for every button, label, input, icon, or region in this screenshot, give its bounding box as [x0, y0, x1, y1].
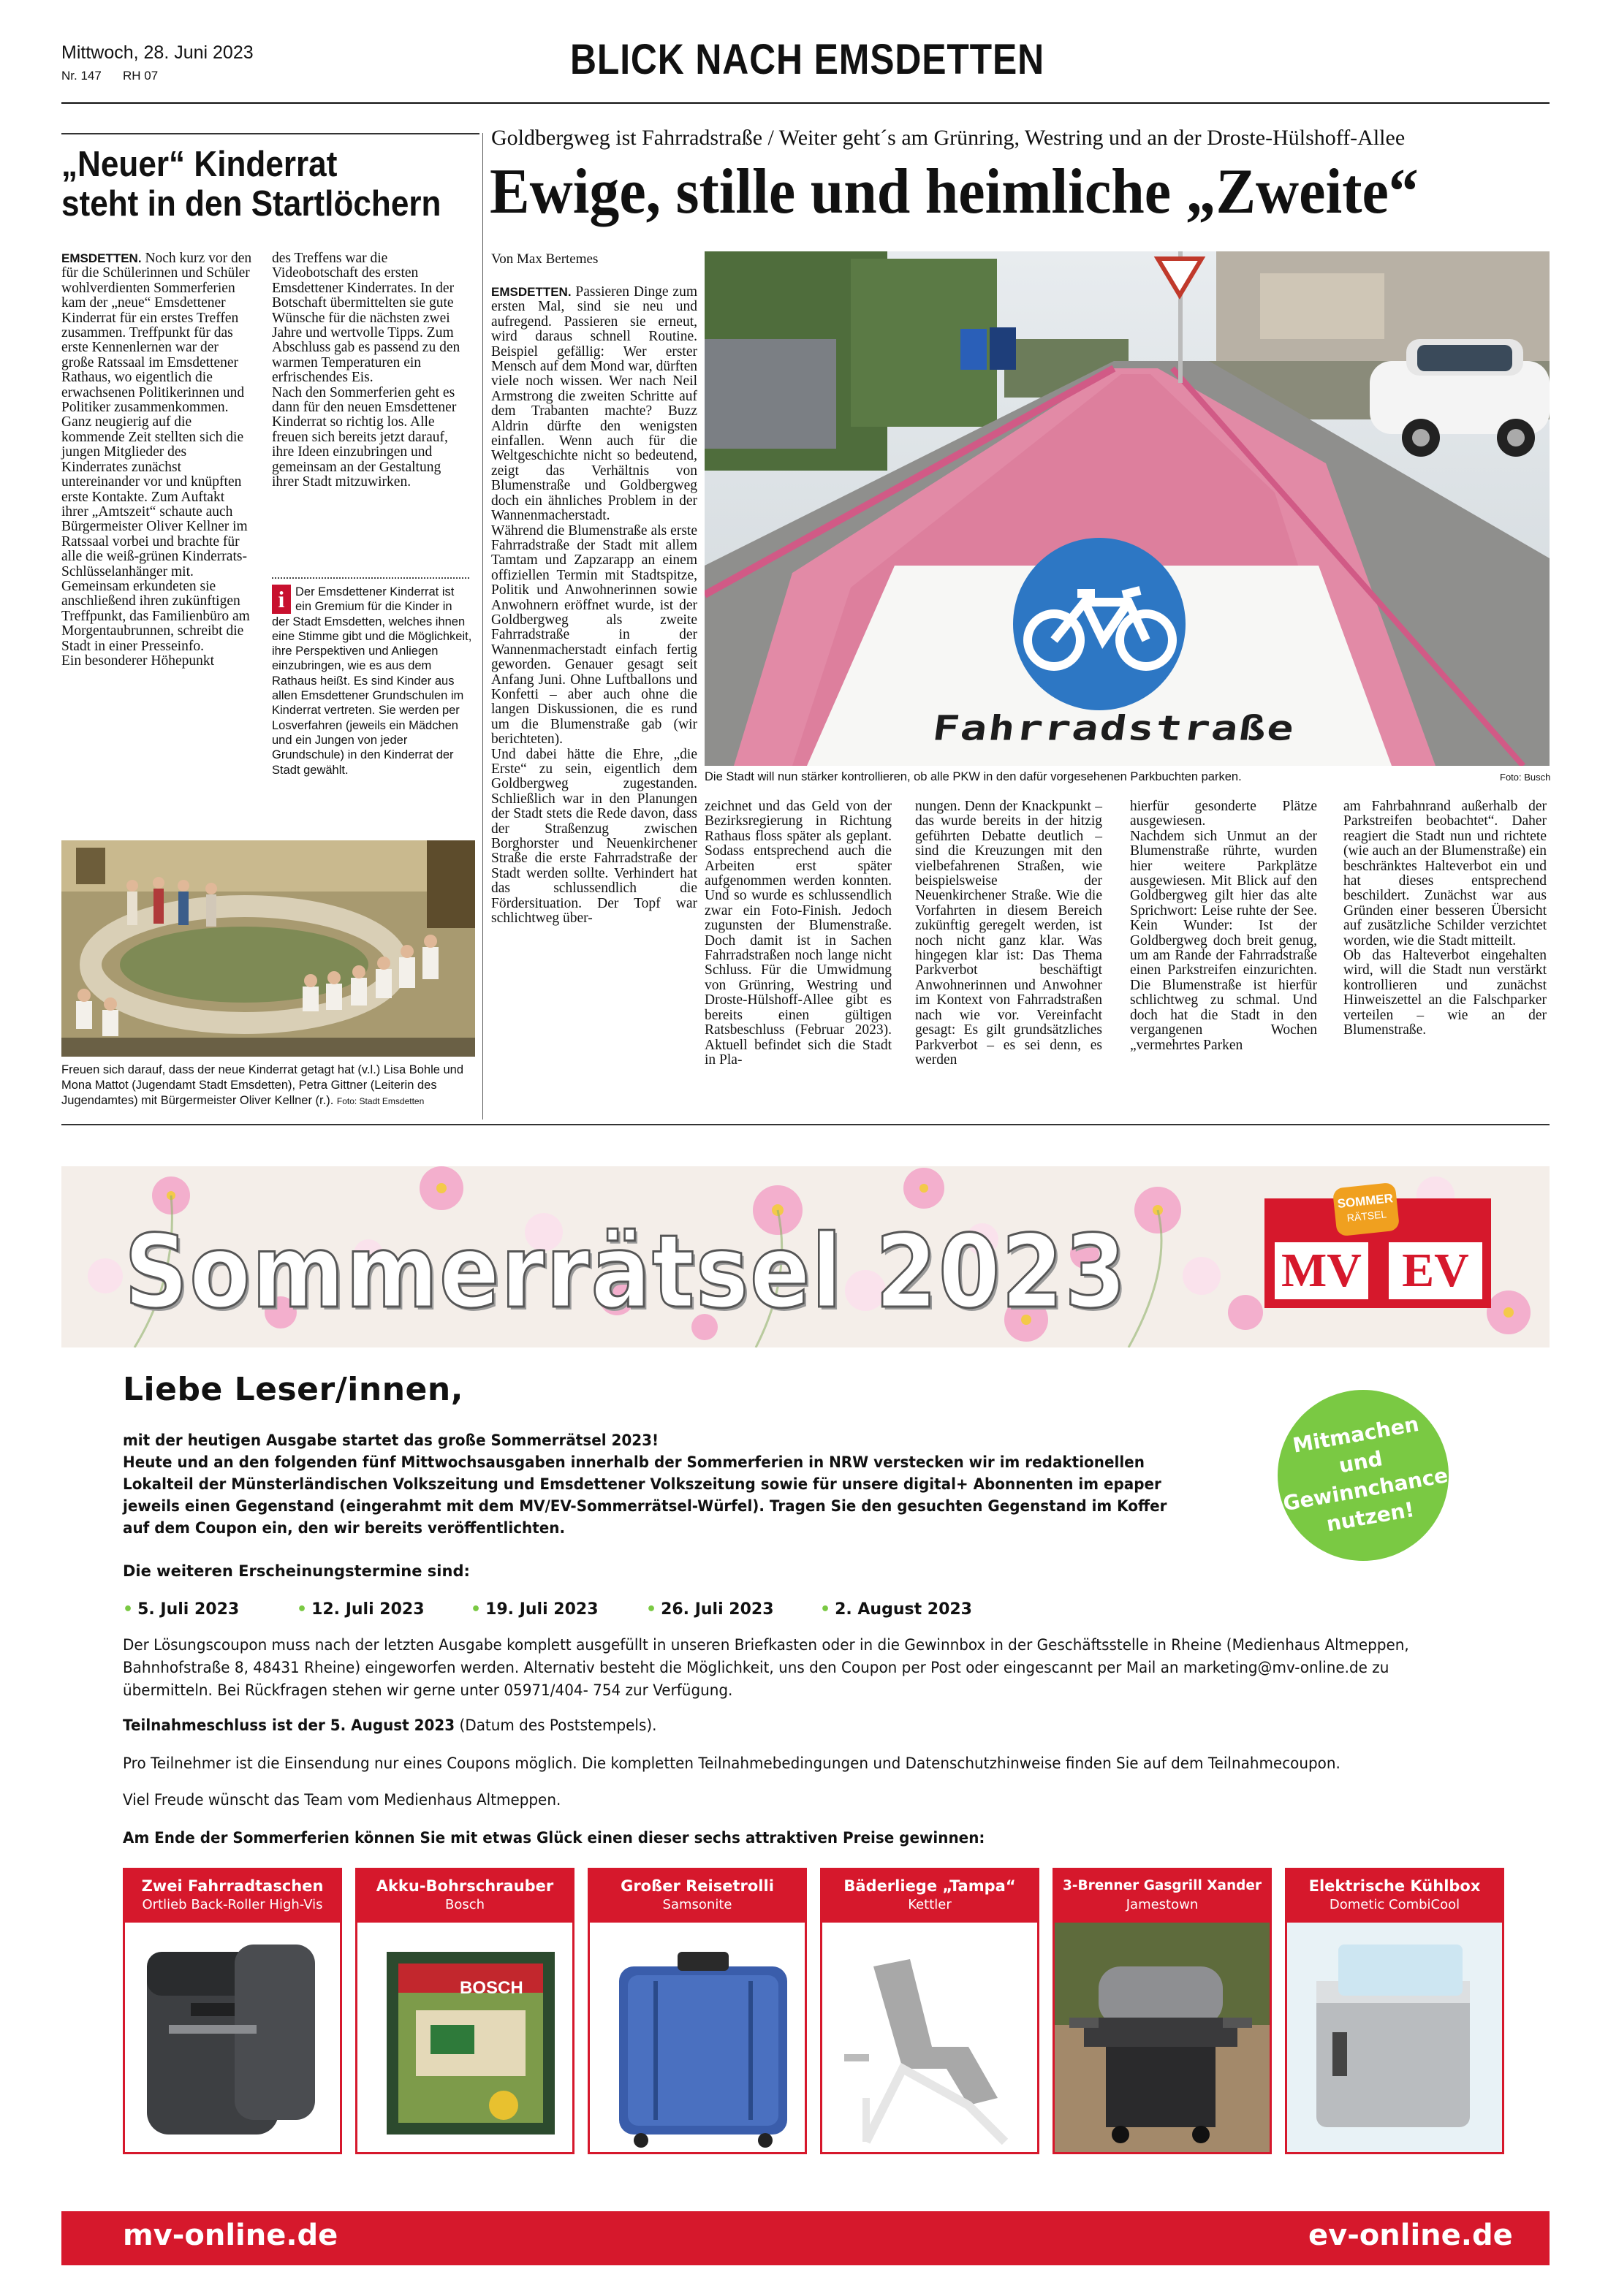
left-article-rule [61, 133, 479, 134]
prize-header [590, 1870, 805, 1923]
fahrrad-dateline: EMSDETTEN. [491, 285, 572, 299]
fahrrad-photo-caption: Die Stadt will nun stärker kontrollieren, ob alle PKW in den dafür vorgesehenen Parkbuchten parken. [705, 770, 1242, 783]
article-bottom-rule [61, 1124, 1550, 1125]
logo-mv: MV [1275, 1242, 1368, 1299]
suitcase-icon [590, 1923, 805, 2152]
prize-header [357, 1870, 572, 1923]
edition-code: RH 07 [123, 69, 159, 83]
cta-text: Mitmachen und Gewinnchance nutzen! [1281, 1411, 1450, 1537]
fahrrad-kicker: Goldbergweg ist Fahrradstraße / Weiter geht´s am Grünring, Westring und an der Droste-Hülshoff-Allee [491, 126, 1406, 150]
prize-brand: Jamestown [1126, 1897, 1199, 1912]
prizes-heading: Am Ende der Sommerferien können Sie mit etwas Glück einen dieser sechs attraktiven Preise gewinnen: [123, 1829, 985, 1847]
section-title: BLICK NACH EMSDETTEN [570, 36, 1045, 83]
bosch-logo-text: BOSCH [460, 1978, 523, 1998]
cooler-icon [1287, 1923, 1502, 2152]
kinderrat-info-text: Der Emsdettener Kinderrat ist ein Gremium für die Kinder in der Stadt Emsdetten, welches ihnen eine Stimme gibt und die Möglichkeit, ihre Perspektiven und Anliegen einzubringen, wie es aus dem Rathaus heißt. Es sind Kinder aus allen Emsdettener Grundschulen im Kinderrat vertreten. Sie werden per Losverfahren (jeweils ein Mädchen und ein Jungen von jeder Grundschule) in den Kinderrat der Stadt gewählt. [272, 585, 472, 777]
kinderrat-headline-line1: „Neuer“ Kinderrat [61, 145, 338, 184]
raetsel-greeting: Liebe Leser/innen, [123, 1371, 463, 1408]
prize-header [1287, 1870, 1502, 1923]
prize-name: Großer Reisetrolli [621, 1877, 774, 1895]
drill-case-icon [357, 1923, 572, 2152]
fahrrad-headline: Ewige, stille und heimliche „Zweite“ [490, 156, 1419, 227]
kinderrat-column-1 [61, 251, 253, 669]
logo-ev: EV [1389, 1242, 1482, 1299]
sommer-raetsel-badge [1332, 1182, 1400, 1237]
fahrrad-author: Von Max Bertemes [491, 251, 599, 267]
dates-heading: Die weiteren Erscheinungstermine sind: [123, 1562, 470, 1580]
prize-brand: Dometic CombiCool [1329, 1897, 1460, 1912]
deadline [123, 1714, 1442, 1737]
prize-header [1055, 1870, 1270, 1923]
coupon-instructions: Der Lösungscoupon muss nach der letzten Ausgabe komplett ausgefüllt in unseren Briefkasten oder in die Gewinnbox in der Geschäftsstelle in Rheine (Medienhaus Altmeppen, Bahnhofstraße 8, 48431 Rheine) eingeworfen werden. Alternativ besteht die Möglichkeit, uns den Coupon per Post oder eingescannt per Mail an marketing@mv-online.de zu übermitteln. Bei Rückfragen stehen wir gerne unter 05971/404- 754 zur Verfügung. [123, 1636, 1409, 1699]
date-item: • 19. Juli 2023 [471, 1600, 599, 1619]
prize-card [588, 1868, 807, 2154]
kinderrat-headline-line2: steht in den Startlöchern [61, 184, 441, 224]
kinderrat-photo-credit: Foto: Stadt Emsdetten [336, 1096, 425, 1106]
info-divider [272, 577, 469, 579]
prize-card [1285, 1868, 1504, 2154]
fahrradstrasse-photo [705, 251, 1550, 766]
prize-brand: Samsonite [662, 1897, 732, 1912]
deadline-bold: Teilnahmeschluss ist der 5. August 2023 [123, 1717, 455, 1734]
participation-rules: Pro Teilnehmer ist die Einsendung nur eines Coupons möglich. Die kompletten Teilnahmebedingungen und Datenschutzhinweise finden Sie auf dem Teilnahmecoupon. [123, 1755, 1340, 1772]
prize-brand: Ortlieb Back-Roller High-Vis [142, 1897, 323, 1912]
kinderrat-caption [61, 1063, 475, 1109]
footer-link-mv[interactable]: mv-online.de [123, 2219, 338, 2252]
grill-icon [1055, 1923, 1270, 2152]
fahrrad-photo-credit: Foto: Busch [1500, 772, 1551, 783]
sommerraetsel-title: Sommerrätsel 2023 [124, 1213, 1128, 1331]
prize-header [125, 1870, 340, 1923]
bullet-icon: • [297, 1600, 308, 1619]
kinderrat-info-box [272, 585, 472, 778]
kinderrat-headline [61, 145, 443, 224]
bullet-icon: • [471, 1600, 482, 1619]
road-marking-text: Fahrradstraße [930, 708, 1298, 749]
column-divider [482, 133, 483, 1120]
prize-card [820, 1868, 1039, 2154]
issue-date: Mittwoch, 28. Juni 2023 [61, 42, 254, 63]
kinderrat-caption-text: Freuen sich darauf, dass der neue Kinderrat getagt hat (v.l.) Lisa Bohle und Mona Mattot (Jugendamt Stadt Emsdetten), Petra Gittner (Leiterin des Jugendamtes) mit Bürgermeister Oliver Kellner (r.). [61, 1063, 464, 1107]
prize-card [355, 1868, 574, 2154]
prize-card [1053, 1868, 1272, 2154]
prize-name: 3-Brenner Gasgrill Xander [1062, 1878, 1262, 1893]
prize-name: Zwei Fahrradtaschen [141, 1877, 324, 1895]
date-item: • 12. Juli 2023 [297, 1600, 425, 1619]
bike-bag-icon [125, 1923, 340, 2152]
date-item: • 26. Juli 2023 [646, 1600, 774, 1619]
info-icon: i [272, 585, 291, 614]
header-divider [61, 102, 1550, 104]
badge-line2: RÄTSEL [1346, 1208, 1387, 1224]
bullet-icon: • [123, 1600, 134, 1619]
fahrrad-column-1 [491, 285, 697, 926]
prize-brand: Kettler [908, 1897, 952, 1912]
kinderrat-dateline: EMSDETTEN. [61, 251, 142, 265]
council-chamber-illustration [61, 840, 475, 1057]
date-item: • 5. Juli 2023 [123, 1600, 240, 1619]
kinderrat-column-2: des Treffens war die Videobotschaft des ersten Emsdettener Kinderrates. In der Botschaft übermittelten sie gute Wünsche für die nächsten zwei Jahre und wertvolle Tipps. Zum Abschluss gab es passend zu den warmen Temperaturen ein erfrischendes Eis. Nach den Sommerferien geht es dann für den neuen Emsdettener Kinderrat so richtig los. Alle freuen sich bereits jetzt darauf, ihre Ideen einzubringen und gemeinsam an der Gestaltung ihrer Stadt mitzuwirken. [272, 251, 460, 490]
prize-brand: Bosch [444, 1897, 485, 1912]
fahrrad-col1-text: Passieren Dinge zum ersten Mal, sind sie neu und aufregend. Passieren sie erneut, wird daraus schnell Routine. Beispiel gefällig: Wer erster Mensch auf dem Mond war, dürften viele noch wissen. Wer nach Neil Armstrong die zweiten Schritte auf dem Trabanten machte? Buzz Aldrin dürfte den wenigsten einfallen. Wenn auch für die Weltgeschichte nicht so bedeutend, zeigt das Verhältnis von Blumenstraße und Goldbergweg doch ein ähnliches Problem in der Wannenmacherstadt. Während die Blumenstraße als erste Fahrradstraße der Stadt mit allem Tamtam und Zapzarapp an einem offiziellen Termin mit Stadtspitze, Politik und Anwohnerinnen sowie Anwohnern eröffnet wurde, ist der Goldbergweg als zweite Fahrradstraße in der Wannenmacherstadt einfach fertig geworden. Genauer gesagt seit Anfang Juni. Ohne Luftballons und Konfetti – aber auch ohne die langen Diskussionen, die es rund um die Blumenstraße gab (wir berichteten). Und dabei hätte die Ehre, „die Erste“ zu sein, eigentlich dem Goldbergweg zugestanden. Schließlich war in den Planungen der Stadt stets die Rede davon, dass der Straßenzug zwischen Borghorster und Neuenkirchener Straße die erste Fahrradstraße der Stadt werden sollte. Verhindert hat das schlussendlich die Fördersituation. Der Topf war schlichtweg über- [491, 284, 697, 927]
fahrrad-column-5: am Fahrbahnrand außerhalb der Parkstreifen beobachtet“. Daher reagiert die Stadt nun und richtete (wie auch an der Blumenstraße) ein beschränktes Halteverbot ein und hat dieses entsprechend beschildert. Zunächst war aus Gründen einer besseren Übersicht auf zusätzliche Schilder verzichtet worden, wie die Stadt mitteilt. Ob das Halteverbot eingehalten wird, will die Stadt nun verstärkt kontrollieren und zunächst Hinweiszettel an die Falschparker verteilen – wie an der Blumenstraße. [1343, 799, 1547, 1038]
prize-card [123, 1868, 342, 2154]
footer-link-ev[interactable]: ev-online.de [1308, 2219, 1513, 2252]
bullet-icon: • [646, 1600, 657, 1619]
lounger-icon [822, 1923, 1037, 2152]
prize-header [822, 1870, 1037, 1923]
date-item: • 2. August 2023 [820, 1600, 972, 1619]
raetsel-intro: mit der heutigen Ausgabe startet das große Sommerrätsel 2023! Heute und an den folgenden fünf Mittwochsausgaben innerhalb der Sommerferien in NRW verstecken wir im redaktionellen Lokalteil der Münsterländischen Volkszeitung und Emsdettener Volkszeitung sowie für unsere digital+ Abonnenten im epaper jeweils einen Gegenstand (eingerahmt mit dem MV/EV-Sommerrätsel-Würfel). Tragen Sie den gesuchten Gegenstand im Koffer auf dem Coupon ein, den wir bereits veröffentlichten. [123, 1432, 1167, 1537]
issue-number: Nr. 147 [61, 69, 102, 83]
deadline-rest: (Datum des Poststempels). [455, 1717, 657, 1734]
fahrrad-column-3: nungen. Denn der Knackpunkt – das wurde bereits in der hitzig geführten Debatte deutlich – sind die Kreuzungen mit den vielbefahrenen Straßen, wie beispielsweise der Neuenkirchener Straße. Wie die Vorfahrten in diesem Bereich zukünftig geregelt werden, ist noch nicht ganz klar. Was hingegen klar ist: Das Thema Parkverbot beschäftigt Anwohnerinnen und Anwohner im Kontext von Fahrradstraßen nach wie vor. Vereinfacht gesagt: Es gilt grundsätzliches Parkverbot – es sei denn, es werden [915, 799, 1102, 1068]
prize-name: Elektrische Kühlbox [1308, 1877, 1481, 1895]
team-signoff: Viel Freude wünscht das Team vom Medienhaus Altmeppen. [123, 1791, 561, 1809]
prize-name: Akku-Bohrschrauber [376, 1877, 554, 1895]
bullet-icon: • [820, 1600, 831, 1619]
fahrrad-column-2: zeichnet und das Geld von der Bezirksregierung in Richtung Rathaus floss später als geplant. Sodass entsprechend auch die Arbeiten erst später aufgenommen werden konnten. Und so wurde es schlussendlich zwar ein Foto-Finish. Jedoch zugunsten der Blumenstraße. Doch damit ist in Sachen Fahrradstraßen noch lange nicht Schluss. Für die Umwidmung von Grünring, Westring und Droste-Hülshoff-Allee gibt es bereits einen gültigen Ratsbeschluss (Februar 2023). Aktuell befindet sich die Stadt in Pla- [705, 799, 892, 1068]
prize-name: Bäderliege „Tampa“ [843, 1877, 1016, 1895]
bike-street-illustration [705, 251, 1550, 766]
kinderrat-col1-text: Noch kurz vor den für die Schülerinnen und Schüler wohlverdienten Sommerferien kam der „neue“ Emsdettener Kinderrat für ein erstes Treffen zusammen. Treffpunkt für das erste Kennenlernen war der große Ratssaal im Emsdettener Rathaus, wo eigentlich die erwachsenen Politikerinnen und Politiker zusammenkommen. Ganz neugierig auf die kommende Zeit stellten sich die jungen Mitglieder des Kinderrates zunächst untereinander vor und knüpften erste Kontakte. Zum Auftakt ihrer „Amtszeit“ schaute auch Bürgermeister Oliver Kellner im Ratssaal vorbei und brachte für alle die weiß-grünen Kinderrats-Schlüsselanhänger mit. Gemeinsam erkundeten sie anschließend ihren zukünftigen Treffpunkt, das Familienbüro am Morgentaubrunnen, schreibt die Stadt in einer Presseinfo. Ein besonderer Höhepunkt [61, 251, 252, 669]
badge-line1: SOMMER [1336, 1191, 1394, 1212]
fahrrad-column-4: hierfür gesonderte Plätze ausgewiesen. Nachdem sich Unmut an der Blumenstraße rührte, wurden hier weitere Parkplätze ausgewiesen. Mit Blick auf den Goldbergweg gilt hier das alte Sprichwort: Leise ruhte der See. Kein Wunder: Ist der Goldbergweg doch breit genug, um am Rande der Fahrradstraße einen Parkstreifen einzurichten. Die Blumenstraße ist hierfür schlichtweg zu schmal. Und doch hat die Stadt in den vergangenen Wochen „vermehrtes Parken [1130, 799, 1317, 1053]
kinderrat-photo [61, 840, 475, 1057]
